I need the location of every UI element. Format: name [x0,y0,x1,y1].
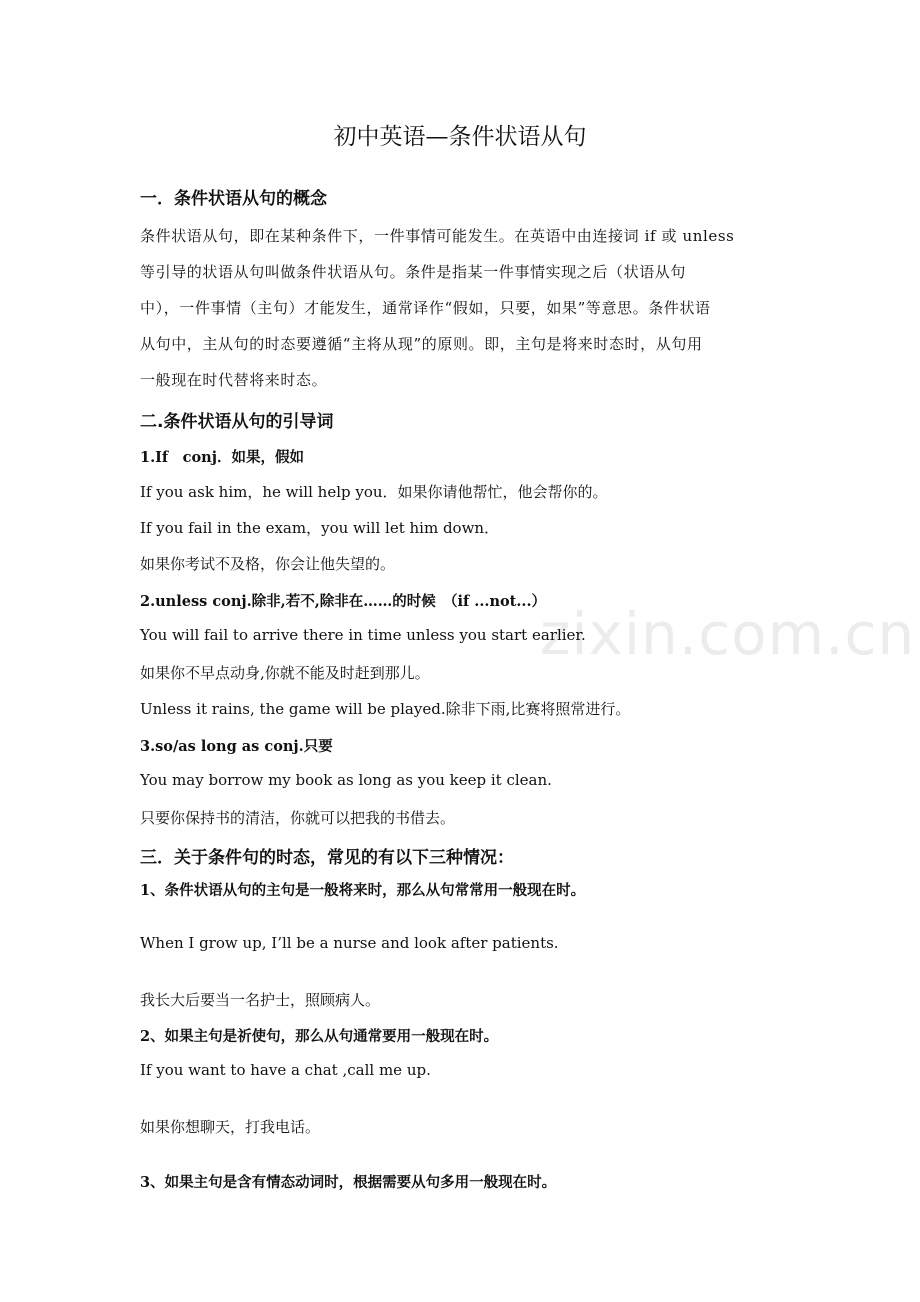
item-3-label: 3.so/as long as conj.只要 [140,738,333,755]
example-line: You may borrow my book as long as you keep it clean. [140,771,552,789]
example-line: 如果你想聊天，打我电话。 [140,1118,321,1136]
case-1-label: 1、条件状语从句的主句是一般将来时，那么从句常常用一般现在时。 [140,882,586,899]
paragraph-line: 从句中，主从句的时态要遵循“主将从现”的原则。即，主句是将来时态时，从句用 [140,335,703,353]
paragraph-line: 中），一件事情（主句）才能发生，通常译作“假如，只要，如果”等意思。条件状语 [140,299,711,317]
section-3-heading: 三．关于条件句的时态，常见的有以下三种情况： [140,848,514,868]
document-title: 初中英语—条件状语从句 [333,124,587,150]
example-line: 我长大后要当一名护士，照顾病人。 [140,991,381,1009]
watermark: zixin.com.cn [540,600,916,668]
example-line: When I grow up, I’ll be a nurse and look after patients. [140,934,559,952]
example-line: If you want to have a chat ,call me up. [140,1061,431,1079]
section-2-heading: 二.条件状语从句的引导词 [140,412,334,432]
example-line: If you fail in the exam，you will let him down． [140,519,500,537]
section-1-heading: 一．条件状语从句的概念 [140,189,327,209]
paragraph-line: 条件状语从句，即在某种条件下，一件事情可能发生。在英语中由连接词 if 或 unless [140,227,735,245]
paragraph-line: 等引导的状语从句叫做条件状语从句。条件是指某一件事情实现之后（状语从句 [140,263,687,281]
case-2-label: 2、如果主句是祈使句，那么从句通常要用一般现在时。 [140,1028,499,1045]
example-line: 如果你不早点动身,你就不能及时赶到那儿。 [140,664,430,682]
example-line: Unless it rains, the game will be played.除非下雨,比赛将照常进行。 [140,700,631,718]
paragraph-line: 一般现在时代替将来时态。 [140,371,328,389]
example-line: 如果你考试不及格，你会让他失望的。 [140,555,396,573]
item-2-label: 2.unless conj.除非,若不,除非在……的时候 （if ...not...） [140,593,547,610]
item-1-label: 1.If conj．如果，假如 [140,449,304,466]
example-line: 只要你保持书的清洁，你就可以把我的书借去。 [140,809,456,827]
example-line: You will fail to arrive there in time unless you start earlier. [140,626,586,644]
example-line: If you ask him，he will help you．如果你请他帮忙，他会帮你的。 [140,483,608,501]
section-1-paragraph [140,218,782,398]
case-3-label: 3、如果主句是含有情态动词时，根据需要从句多用一般现在时。 [140,1174,557,1191]
